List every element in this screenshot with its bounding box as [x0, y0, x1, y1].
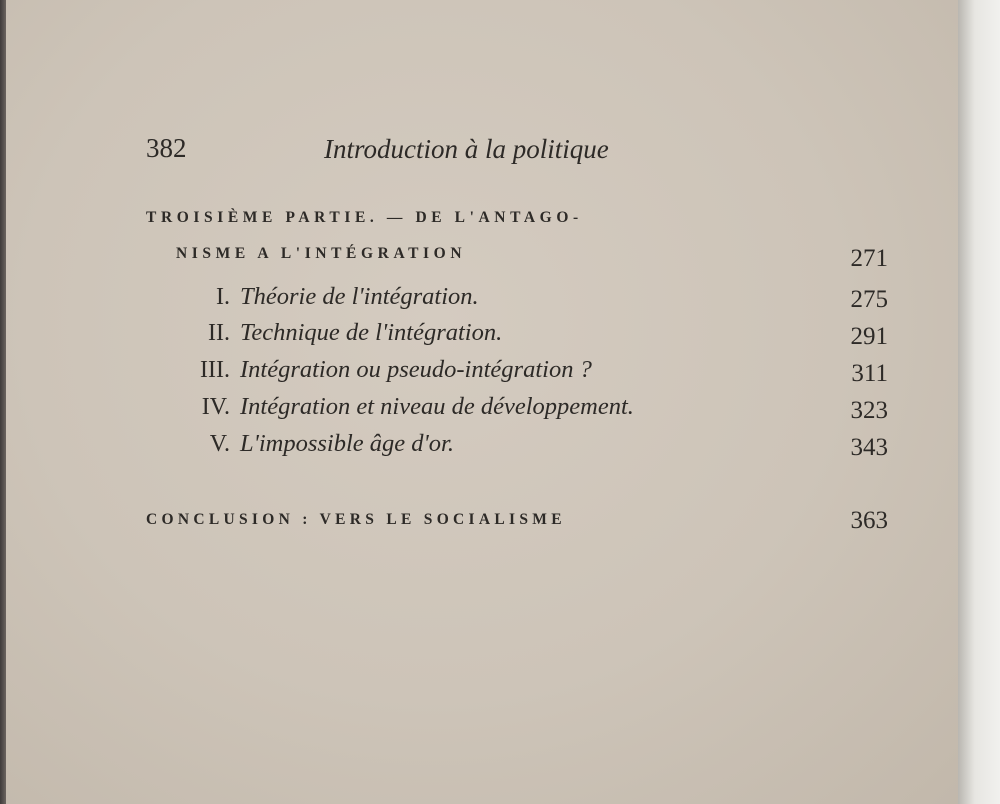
chapter-page-number: 343 — [850, 434, 888, 461]
chapter-number: IV. — [201, 394, 230, 420]
conclusion-title: CONCLUSION : VERS LE SOCIALISME — [146, 511, 566, 528]
chapter-title: Intégration et niveau de développement. — [240, 393, 634, 420]
chapter-title: L'impossible âge d'or. — [240, 430, 454, 457]
chapter-number: II. — [208, 320, 230, 346]
part-page-number: 271 — [850, 245, 888, 272]
chapter-page-number: 275 — [850, 286, 888, 313]
chapter-number: III. — [200, 357, 230, 383]
chapter-page-number: 291 — [850, 323, 888, 350]
chapter-title: Technique de l'intégration. — [240, 319, 503, 346]
conclusion-page-number: 363 — [850, 507, 888, 534]
chapter-page-number: 323 — [850, 397, 888, 424]
chapter-title: Théorie de l'intégration. — [240, 283, 479, 310]
page-number: 382 — [146, 133, 187, 163]
chapter-page-number: 311 — [851, 360, 888, 387]
chapter-title: Intégration ou pseudo-intégration ? — [240, 356, 592, 383]
running-title: Introduction à la politique — [324, 134, 609, 164]
part-title-line-1: TROISIÈME PARTIE. — DE L'ANTAGO- — [146, 209, 583, 226]
chapter-number: V. — [209, 431, 230, 457]
part-title-line-2: NISME A L'INTÉGRATION — [176, 245, 467, 262]
chapter-number: I. — [216, 284, 230, 310]
background-surface — [958, 0, 1000, 804]
